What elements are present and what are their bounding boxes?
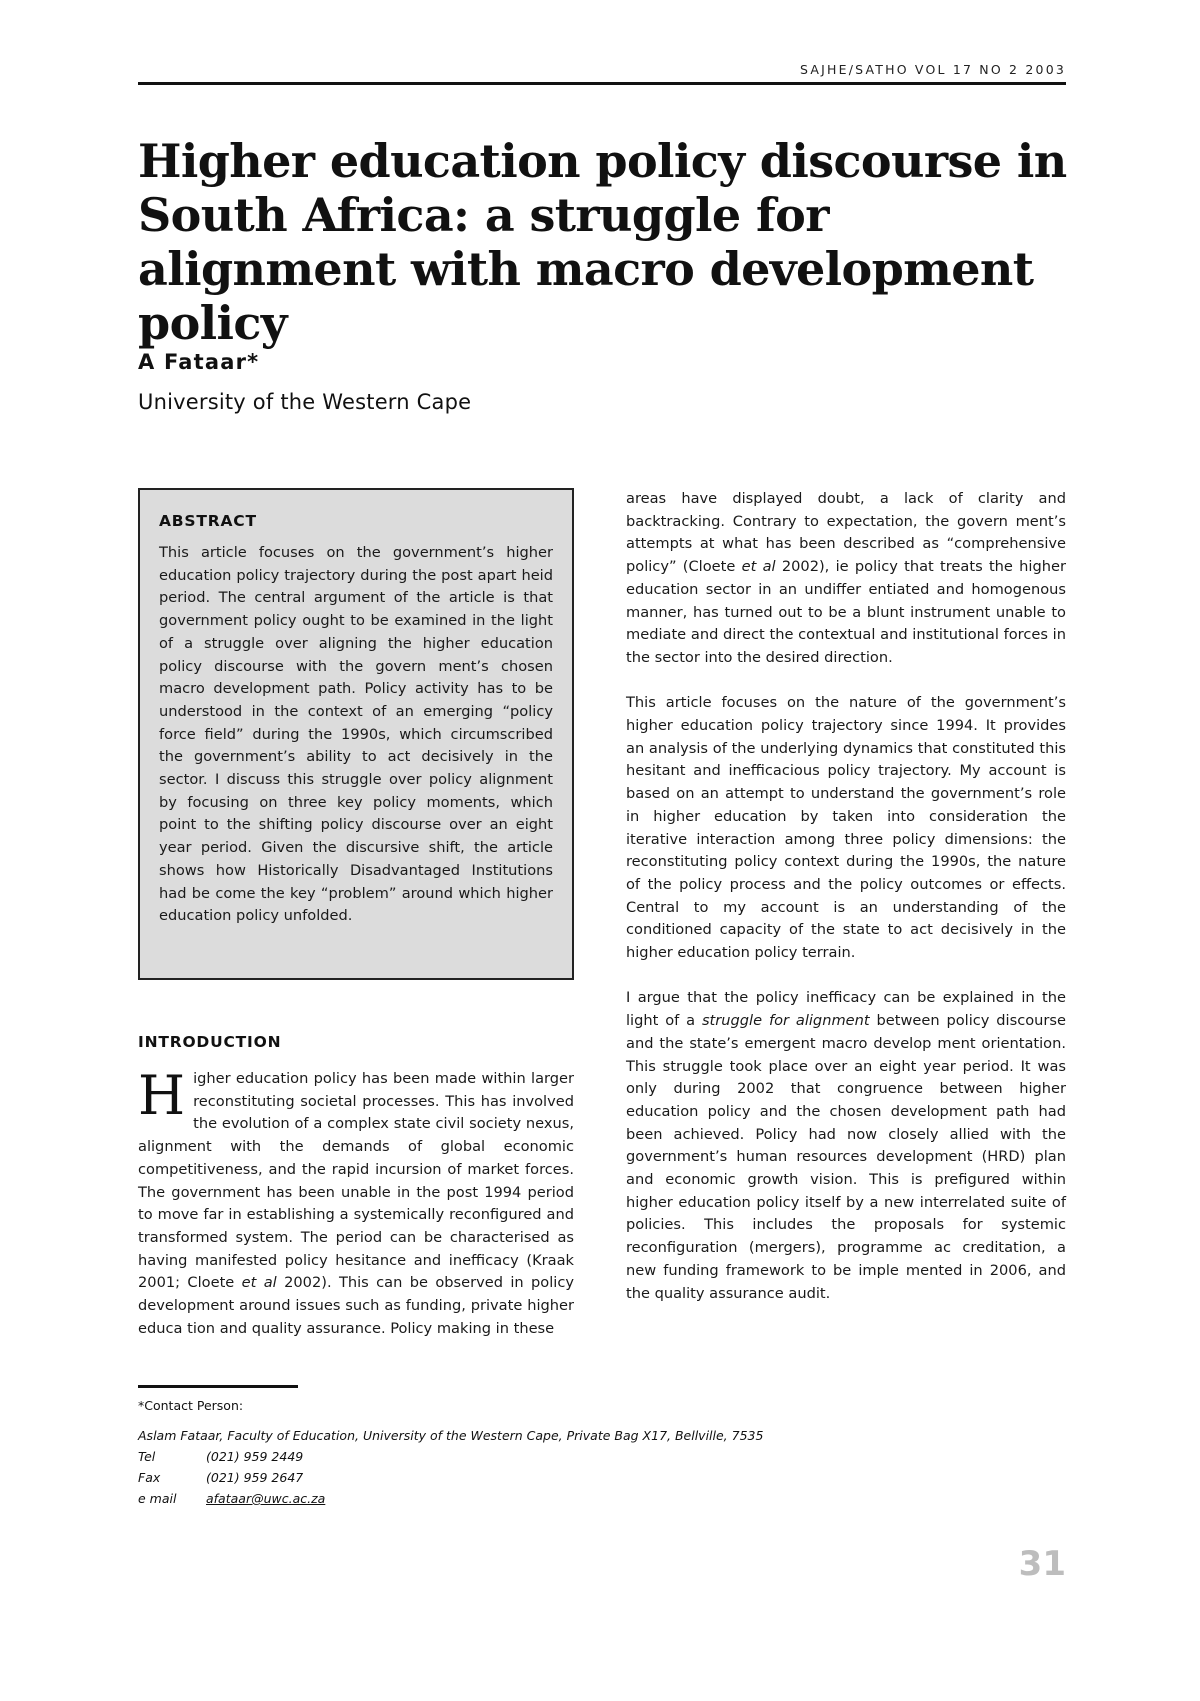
citation-italic: et al bbox=[241, 1274, 277, 1292]
email-link[interactable]: afataar@uwc.ac.za bbox=[206, 1491, 326, 1506]
drop-cap: H bbox=[138, 1064, 186, 1127]
footnote-tel-row bbox=[138, 1449, 303, 1464]
right-p1-text-continued: 2002), ie policy that treats the higher education sector in an undiffer entiated and homogenous manner, has turned out to be a blunt instrument unable to mediate and direct the contextual and institutional forces in the sector into the desired direction. bbox=[626, 558, 1066, 666]
right-p1-italic: et al bbox=[741, 558, 776, 576]
right-paragraph-3 bbox=[626, 987, 1066, 1305]
footnote-label: *Contact Person: bbox=[138, 1398, 244, 1413]
page-number: 31 bbox=[1018, 1544, 1066, 1584]
introduction-paragraph bbox=[138, 1064, 574, 1340]
right-p1-text: areas have displayed doubt, a lack of clarity and backtracking. Contrary to expectation, the govern ment’s attempts at what has been described as “comprehensive policy” (Cloete bbox=[626, 490, 1066, 576]
footnote-email-row bbox=[138, 1491, 325, 1506]
right-p3-italic: struggle for alignment bbox=[701, 1012, 870, 1030]
journal-reference: SAJHE/SATHO VOL 17 NO 2 2003 bbox=[800, 62, 1066, 77]
header-rule bbox=[138, 82, 1066, 85]
author-affiliation: University of the Western Cape bbox=[138, 390, 472, 414]
right-column bbox=[626, 488, 1066, 1328]
email-label: e mail bbox=[138, 1491, 177, 1506]
fax-label: Fax bbox=[138, 1470, 161, 1485]
introduction-text-continued: 2002). This can be observed in policy development around issues such as funding, private higher educa tion and quality assurance. Policy making in these bbox=[138, 1274, 574, 1337]
right-paragraph-2: This article focuses on the nature of the government’s higher education policy trajectory since 1994. It provides an analysis of the underlying dynamics that constituted this hesitant and inefficacious policy trajectory. My account is based on an attempt to understand the government’s role in higher education by taken into consideration the iterative interaction among three policy dimensions: the reconstituting policy context during the 1990s, the nature of the policy process and the policy outcomes or effects. Central to my account is an understanding of the conditioned capacity of the state to act decisively in the higher education policy terrain. bbox=[626, 694, 1066, 962]
author-name: A Fataar* bbox=[138, 350, 260, 374]
right-paragraph-1 bbox=[626, 488, 1066, 670]
abstract-box bbox=[138, 488, 574, 980]
tel-value: (021) 959 2449 bbox=[206, 1449, 304, 1464]
footnote-rule bbox=[138, 1385, 298, 1388]
footnote-address: Aslam Fataar, Faculty of Education, University of the Western Cape, Private Bag X17, Bellville, 7535 bbox=[138, 1428, 764, 1443]
introduction-text: igher education policy has been made within larger reconstituting societal processes. This has involved the evolution of a complex state civil society nexus, alignment with the demands of global economic competitiveness, and the rapid incursion of market forces. The government has been unable in the post 1994 period to move far in establishing a systemically reconfigured and transformed system. The period can be characterised as having manifested policy hesitance and inefficacy (Kraak 2001; Cloete bbox=[138, 1070, 574, 1292]
abstract-heading: ABSTRACT bbox=[159, 512, 257, 530]
footnote-fax-row bbox=[138, 1470, 303, 1485]
introduction-heading: INTRODUCTION bbox=[138, 1033, 282, 1051]
right-p3-text: I argue that the policy inefficacy can be explained in the light of a bbox=[626, 989, 1066, 1030]
fax-value: (021) 959 2647 bbox=[206, 1470, 304, 1485]
abstract-text: This article focuses on the government’s higher education policy trajectory during the post apart heid period. The central argument of the article is that government policy ought to be examined in the light of a struggle over aligning the higher education policy discourse with the govern ment’s chosen macro development path. Policy activity has to be understood in the context of an emerging “policy force field” during the 1990s, which circumscribed the government’s ability to act decisively in the sector. I discuss this struggle over policy alignment by focusing on three key policy moments, which point to the shifting policy discourse over an eight year period. Given the discursive shift, the article shows how Historically Disadvantaged Institutions had be come the key “problem” around which higher education policy unfolded. bbox=[159, 544, 553, 925]
tel-label: Tel bbox=[138, 1449, 156, 1464]
article-title: Higher education policy discourse in South Africa: a struggle for alignment with macro development policy bbox=[138, 134, 1067, 350]
right-p3-text-continued: between policy discourse and the state’s emergent macro develop ment orientation. This struggle took place over an eight year period. It was only during 2002 that congruence between higher education policy and the chosen development path had been achieved. Policy had now closely allied with the government’s human resources development (HRD) plan and economic growth vision. This is prefigured within higher education policy itself by a new interrelated suite of policies. This includes the proposals for systemic reconfiguration (mergers), programme ac creditation, a new funding framework to be imple mented in 2006, and the quality assurance audit. bbox=[626, 1012, 1066, 1302]
